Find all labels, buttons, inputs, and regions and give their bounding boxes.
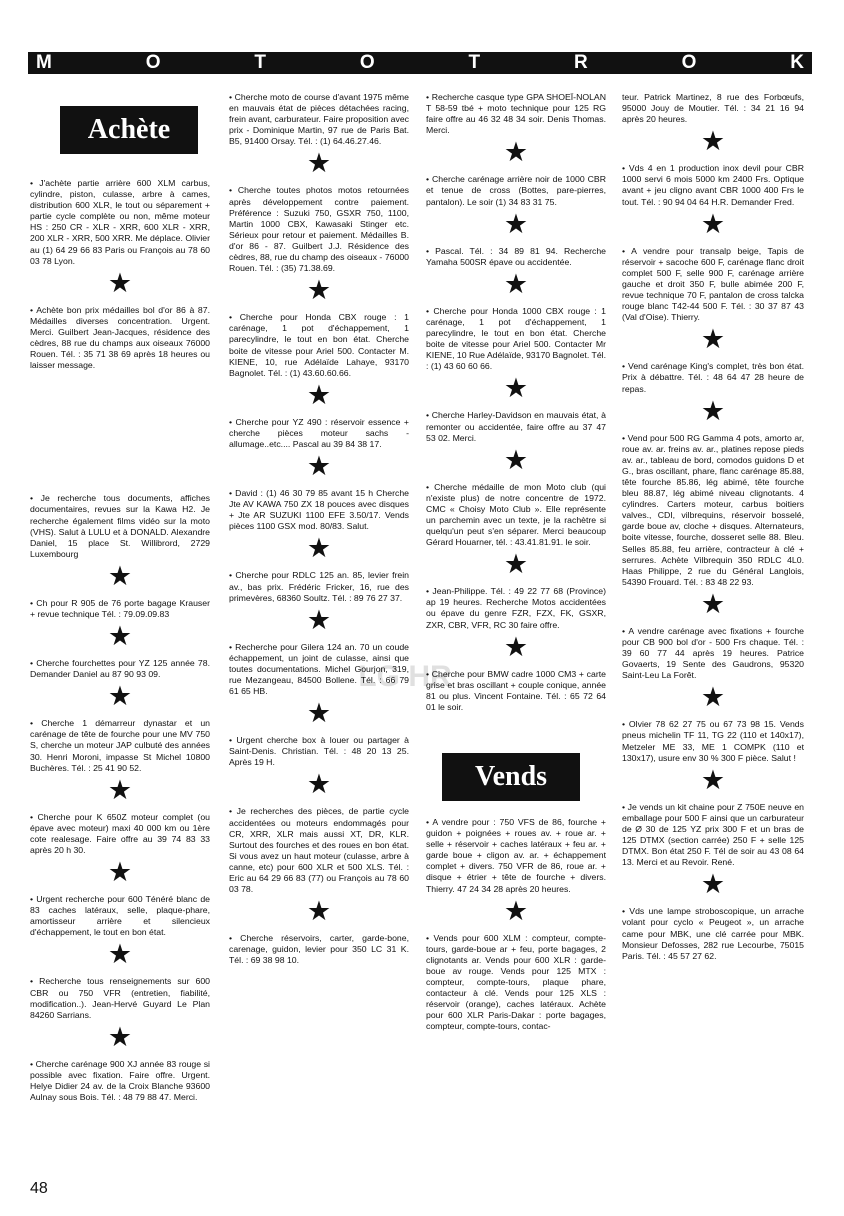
star-divider: ★ [306,533,332,565]
page-number: 48 [30,1180,48,1197]
classified-ad: • Cherche médaille de mon Moto club (qui n'existe plus) de notre concentre de 1972. CMC « Choisy Moto Club ». Elle représente un parchemin avec un texte, je la rachètre si quelqu'un peut s'en séparer. Merci beaucoup Gérard Houarner, tél. : 43.41.81.91. le soir. [426,481,606,548]
star-divider: ★ [306,148,332,180]
star-divider: ★ [107,681,133,713]
star-divider: ★ [306,604,332,636]
star-divider: ★ [306,451,332,483]
star-divider: ★ [107,1021,133,1053]
mototrok-banner [28,52,812,74]
classified-ad: • A vendre carénage avec fixations + fourche pour CB 900 bol d'or - 500 Frs chaque. Tél. : 39 60 77 44 après 19 heures. Patrice Govaerts, 19 Sente des Gaudrons, 95320 Saint-Leu La Forêt. [622,625,804,681]
classified-ad: • Cherche carénage arrière noir de 1000 CBR et tenue de cross (Bottes, pare-pierres, pantalon). Le soir (1) 34 83 31 75. [426,174,606,207]
star-divider: ★ [503,895,529,927]
star-divider: ★ [700,588,726,620]
classified-ad: • Cherche réservoirs, carter, garde-bone, carenage, guidon, levier pour 350 LC 31 K. Tél. : 69 38 98 10. [229,933,409,966]
classified-ad: • Recherche tous renseignements sur 600 CBR ou 750 VFR (entretien, fiabilité, modification..). Jean-Hervé Guyard Le Plan 84260 Sarrians. [30,976,210,1020]
heading-achete: Achète [60,106,198,154]
star-divider: ★ [107,939,133,971]
star-divider: ★ [107,621,133,653]
banner-letter: O [359,52,375,73]
column-3 [426,92,606,1035]
star-divider: ★ [503,373,529,405]
star-divider: ★ [306,275,332,307]
star-divider: ★ [503,444,529,476]
classified-ad: • Cherche pour BMW cadre 1000 CM3 + carte grise et bras oscillant + couple conique, année 81 ou plus. Vincent Fontaine. Tél. : 65 72 64 01 le soir. [426,668,606,712]
classified-ad: • Cherche pour RDLC 125 an. 85, levier frein av., bas prix. Frédéric Fricker, 16, rue des primevères, 68360 Soultz. Tél. : 89 76 27 37. [229,570,409,603]
classified-ad: • A vendre pour transalp beige, Tapis de réservoir + sacoche 600 F, carénage flanc droit complet 500 F, selle 900 F, carénage arrière gauche et droit 350 F, bulle abimée 200 F, revue technique 70 F, pantalon de cross talcka rouge blanc T42-44 500 F. Tél. : 30 37 87 43 (Val d'Oise). Thierry. [622,245,804,323]
classified-ad: • Vds 4 en 1 production inox devil pour CBR 1000 servi 6 mois 5000 km 2400 Frs. Optique avant + jeu cligno avant CBR 1000 400 Frs le tout. Tél. : 90 94 04 64 H.R. Demander Fred. [622,163,804,207]
classified-ad: • Cherche pour Honda CBX rouge : 1 carénage, 1 pot d'échappement, 1 parecylindre, le tout en bon état. Cherche boite de vitesse pour Ariel 500. Contacter M. KIENE, 10, rue Adélaïde Lahaye, 93170 Bagnolet. Tél. : (1) 43.60.60.66. [229,312,409,378]
star-divider: ★ [306,379,332,411]
classified-ad: • Jean-Philippe. Tél. : 49 22 77 68 (Province) ap 19 heures. Recherche Motos accidentées ou épave du genre FZR, FZX, FK, GSXR, ZXR, CBR, VFR, RC 30 faire offre. [426,586,606,630]
classified-ad: • Achète bon prix médailles bol d'or 86 à 87. Médailles diverses concentration. Urgent. Merci. Guilbert Jean-Jacques, résidence des cèdres, 88 rue du champs aux oiseaux 76000 Rouen. Tél. : 35 71 38 69 après 18 heures ou laisser message. [30,304,210,371]
banner-letter: K [790,52,804,73]
classified-ad: • Ch pour R 905 de 76 porte bagage Krauser + revue technique Tél. : 79.09.09.83 [30,597,210,619]
banner-letter: M [36,52,52,73]
watermark-logo: LG HR [358,660,452,693]
classified-ad: • Recherche casque type GPA SHOEÏ-NOLAN T 58-59 tbé + moto technique pour 125 RG faire offre au 46 32 48 34 soir. Denis Thomas. Merci. [426,92,606,136]
classified-ad: • Cherche toutes photos motos retournées après développement contre paiement. Préférence : Suzuki 750, GSXR 750, 1100, Martin 1000 CBX, Kawasaki Stinger etc. Sérieux pour retour et paiement. Médailles B. d'or 86 - 87. Guilbert J.J. Résidence des cèdres, 88, rue du champ des oiseaux - 76000 Rouen. Tél. : (35) 71.38.69. [229,185,409,274]
classified-ad: • Cherche fourchettes pour YZ 125 année 78. Demander Daniel au 87 90 93 09. [30,658,210,680]
star-divider: ★ [700,682,726,714]
star-divider: ★ [107,560,133,592]
star-divider: ★ [503,631,529,663]
star-divider: ★ [107,267,133,299]
classified-ad: • Vends pour 600 XLM : compteur, compte-tours, garde-boue ar + feu, porte bagages, 2 clignotants ar. Vends pour 600 XLR : garde-boue av rouge. Vends pour 125 MTX : compteur, compte-tours, plaque phare, contacteur à clé. Vends pour 125 XLS : réservoir (orange), caches latéraux. Achète pour 600 XLR Paris-Dakar : porte bagages, compteur, compte-tours, contac- [426,932,606,1032]
star-divider: ★ [700,869,726,901]
banner-letter: O [145,52,161,73]
star-divider: ★ [306,896,332,928]
banner-letter: O [681,52,697,73]
star-divider: ★ [700,126,726,158]
classified-ad: • Vend pour 500 RG Gamma 4 pots, amorto ar, roue av. ar. freins av. ar., platines repose pieds av. ar., tableau de bord, comodos guidons D et G., bras oscillant, phare, flanc carénage 85.88, tête fourche 85.86, lég abimé, tête fourche bleu 88.87, lég abimé niveau clignotants. 4 cylindres. Carters moteur, carbus boitiers valves., CDI, vilbrequins, réservoir bosselé, garde boue av, cloche + disques. Alternateurs, boite vitesse, fourche, dosseret selle 88. Bleu. Selles 85.88, feu arrière, contracteur à clé + serrures. Achète Vilbrequin 350 RDLC 4L0. Haas Philippe, 2 rue du Général Langlois, 54390 Frouard. Tél. : 83 48 22 93. [622,432,804,587]
classified-ad: • Cherche pour YZ 490 : réservoir essence + cherche pièces moteur sachs - allumage..etc.... Pascal au 39 84 38 17. [229,416,409,449]
classified-ad: • Cherche Harley-Davidson en mauvais état, à remonter ou accidentée, faire offre au 37 47 53 02. Merci. [426,410,606,443]
star-divider: ★ [700,208,726,240]
classified-ad: • Cherche pour Honda 1000 CBX rouge : 1 carénage, 1 pot d'échappement, 1 parecylindre, le tout en bon état. Cherche boite de vitesse pour Ariel 500. Contacter Mr KIENE, 10 Rue Adélaïde, 93170 Bagnolet. Tél. : (1) 43 60 60 66. [426,305,606,372]
star-divider: ★ [503,268,529,300]
classified-ad: • Pascal. Tél. : 34 89 81 94. Recherche Yamaha 500SR épave ou accidentée. [426,245,606,267]
classified-ad: • Vds une lampe stroboscopique, un arrache volant pour cyclo « Peugeot », un arrache came pour MBK, une clé carrée pour MBK. Monsieur Defosses, 282 rue Lecourbe, 75015 Paris. Tél. : 45 57 27 62. [622,906,804,961]
classified-ad: • Je recherche tous documents, affiches documentaires, revues sur la Kawa H2. Je recherche également films vidéo sur la moto (VHS). Salut à LULU et à DONALD. Alexandre Daniel, 15 place St. Willibrord, 2729 Luxembourg [30,493,210,559]
star-divider: ★ [700,395,726,427]
heading-vends: Vends [442,753,580,801]
classified-ad: • Olvier 78 62 27 75 ou 67 73 98 15. Vends pneus michelin TF 11, TG 22 (110 et 140x17), Metzeler ME 33, ME 1 COMPK (110 et 130x17), usure env 30 % 300 F pièce. Salut ! [622,719,804,763]
classified-ad: • Vend carénage King's complet, très bon état. Prix à débattre. Tél. : 48 64 47 28 heure de repas. [622,361,804,394]
column-4 [622,92,804,964]
banner-letter: T [254,52,266,73]
classified-ad: • Je recherches des pièces, de partie cycle accidentées ou moteurs endommagés pour CR, XRR, XLR mais aussi XT, DR, KLR. Surtout des fourches et des roues en bon état. Si vous avez un haut moteur (culasse, arbre à canne, etc) pour 600 XLR et 500 XLS. Tél. : Eric au 64 29 66 83 (77) ou François au 78 60 03 78. [229,806,409,895]
classified-ad: • Urgent cherche box à louer ou partager à Saint-Denis. Christian. Tél. : 48 20 13 25. Après 19 H. [229,735,409,768]
star-divider: ★ [306,769,332,801]
classified-ad: • Cherche 1 démarreur dynastar et un carénage de tête de fourche pour une MV 750 S, cherche un moteur JAP culbuté des années 30. Henri Moroni, impasse St Michel 10800 Buchères. Tél. : 25 41 90 52. [30,718,210,773]
classified-ad: • Recherche pour Gilera 124 an. 70 un coude échappement, un joint de culasse, ainsi que toutes documentations. Michel Gourjon, 319, rue Mezangeau, 84500 Bollene. Tél. : 66 79 61 65 HB. [229,641,409,697]
classified-ad: • Urgent recherche pour 600 Ténéré blanc de 83 caches latéraux, selle, plaque-phare, amortisseur arrière et silencieux d'échappement, le tout en bon état. [30,894,210,938]
classified-ad: • Je vends un kit chaine pour Z 750E neuve en emballage pour 500 F ainsi que un carburateur de Ø 30 de 125 YZ prix 300 F et un bras de 125 DTMX (section carrée) 250 F + selle 125 DTMX. Bon état 250 F. Tél de soir au 43 08 64 13. Merci et au Revoir. René. [622,801,804,868]
star-divider: ★ [306,698,332,730]
classified-ad: • Cherche carénage 900 XJ année 83 rouge si possible avec fixation. Faire offre. Urgent. Helye Didier 24 av. de la Croix Blanche 93600 Aulnay sous Bois. Tél. : 48 79 88 47. Merci. [30,1058,210,1103]
classified-ad: • A vendre pour : 750 VFS de 86, fourche + guidon + poignées + roues av. + roue ar. + selle + réservoir + caches latéraux + feu ar. + garde boue + cligon av. ar. + échappement complet + divers. 750 VFR de 86, roue ar. + disque + étrier + tête de fourche + divers. Thierry. 47 24 34 28 après 20 heures. [426,817,606,894]
classified-ad: teur. Patrick Martinez, 8 rue des Forbœufs, 95000 Jouy de Moutier. Tél. : 34 21 16 94 après 20 heures. [622,92,804,125]
star-divider: ★ [107,774,133,806]
column-2 [229,92,409,969]
classified-ad: • David : (1) 46 30 79 85 avant 15 h Cherche Jte AV KAWA 750 ZX 18 pouces avec disques + Jte AR SUZUKI 1100 EFE 3.50/17. Vends pièces 1100 GSX mod. 80/83. Salut. [229,488,409,532]
star-divider: ★ [107,857,133,889]
banner-letter: R [573,52,588,73]
star-divider: ★ [700,324,726,356]
star-divider: ★ [503,137,529,169]
column-1 [30,92,210,1105]
classified-ad: • Cherche moto de course d'avant 1975 même en mauvais état de pièces détachées racing, frein avant, carburateur. Faire proposition avec prix - Dominique Martin, 97 rue de Paris Bat. B5, 91400 Orsay. Tél. : (1) 64.46.27.46. [229,92,409,147]
classified-ad: • J'achète partie arrière 600 XLM carbus, cylindre, piston, culasse, arbre à cames, distribution 600 XLR, le tout ou séparement + partie cycle complète ou non, même moteur HS : 250 CR - XLR - XRR, 600 XLR - XRR, 200 XLR - XRR, 500 XRR. Me déplace. Olivier au (1) 64 29 66 83 Paris ou François au 78 60 03 78 Lyon. [30,178,210,266]
classified-ad: • Cherche pour K 650Z moteur complet (ou épave avec moteur) maxi 40 000 km ou 1ère cote realesage. Faire offre au 39 74 83 33 après 20 h 30. [30,811,210,855]
star-divider: ★ [503,208,529,240]
star-divider: ★ [700,764,726,796]
star-divider: ★ [503,549,529,581]
banner-letter: T [468,52,481,73]
